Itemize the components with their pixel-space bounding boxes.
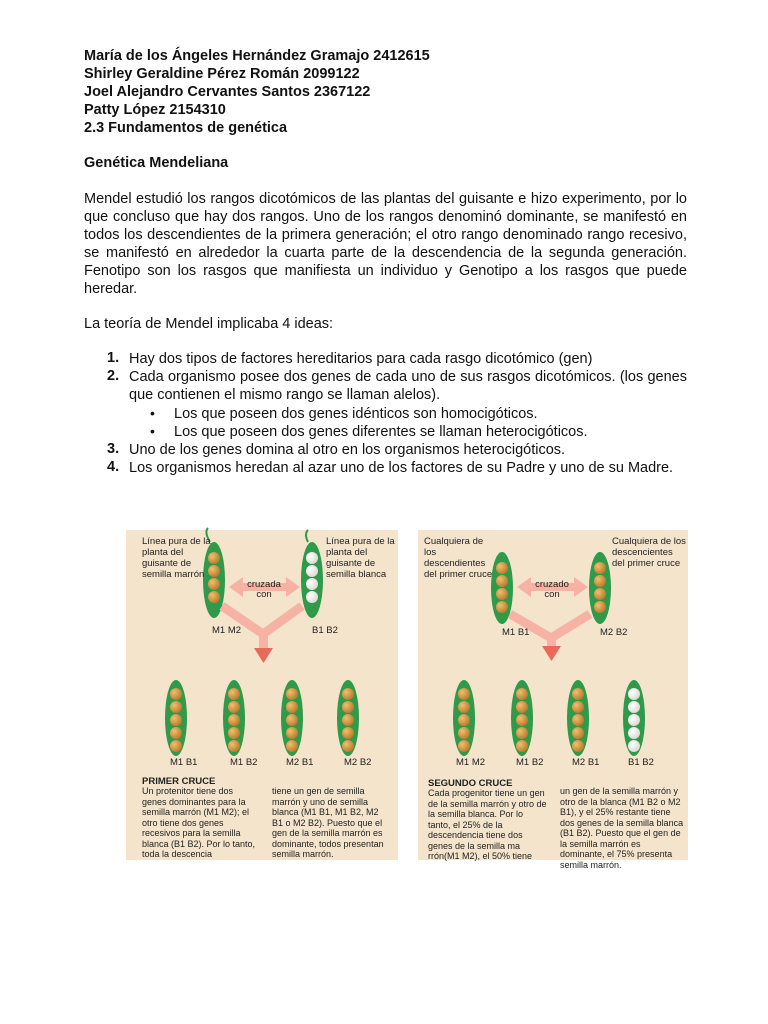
caption-title: PRIMER CRUCE — [142, 776, 216, 787]
label-white-parent: Línea pura de la planta del guisante de semilla blanca — [326, 536, 395, 580]
bullet: • — [150, 423, 155, 439]
cross-label: cruzada con — [247, 579, 281, 600]
label-left-parent: Cualquiera de los descendientes del primer cruce — [424, 536, 493, 580]
list-number: 3. — [107, 441, 120, 457]
genotype-label: M2 B2 — [344, 757, 372, 768]
genotype-label: M2 B1 — [286, 757, 314, 768]
figure-primer-cruce — [126, 530, 398, 860]
caption-title: SEGUNDO CRUCE — [428, 778, 513, 789]
author-line: María de los Ángeles Hernández Gramajo 2412615 — [84, 48, 430, 64]
list-number: 1. — [107, 350, 120, 366]
pod-offspring — [337, 680, 359, 756]
pod-parent-white — [301, 530, 323, 618]
label-right-parent: Cualquiera de los descencientes del primer cruce — [612, 536, 686, 569]
paragraph-intro: Mendel estudió los rangos dicotómicos de las plantas del guisante e hizo experimento, por lo que concluso que hay dos rangos. Uno de los rangos denominó dominante, se manifestó en todos los descendientes de la primera generación; el otro rango denominado rango recesivo, se manifestó en alrededor la cuarta parte de la descendencia de la segunda generación. Fenotipo son los rasgos que manifiesta un individuo y Genotipo a los rasgos que puede heredar. — [84, 191, 687, 297]
genotype-label: M2 B1 — [572, 757, 600, 768]
caption-col1: Cada progenitor tiene un gen de la semilla marrón y otro de la semilla blanca. Por lo tanto, el 25% de la descendencia tiene dos genes de la semilla ma rrón(M1 M2), el 50% tiene — [428, 788, 547, 861]
sublist-item: Los que poseen dos genes idénticos son homocigóticos. — [174, 406, 538, 422]
pod-offspring — [567, 680, 589, 756]
genotype-label: M1 B1 — [170, 757, 198, 768]
sublist-item: Los que poseen dos genes diferentes se llaman heterocigóticos. — [174, 424, 588, 440]
list-item: Hay dos tipos de factores hereditarios para cada rasgo dicotómico (gen) — [129, 351, 593, 367]
author-line: Joel Alejandro Cervantes Santos 2367122 — [84, 84, 371, 100]
genotype-label: M1 B2 — [516, 757, 544, 768]
genotype-label: M1 M2 — [456, 757, 486, 768]
subtitle: Genética Mendeliana — [84, 155, 229, 171]
pod-parent-hetero — [589, 552, 611, 624]
label-brown-parent: Línea pura de la planta del guisante de semilla marrón — [142, 536, 211, 580]
list-item: Los organismos heredan al azar uno de los factores de su Padre y uno de su Madre. — [129, 460, 674, 476]
genotype-label: M1 M2 — [212, 625, 242, 636]
bullet: • — [150, 405, 155, 421]
list-number: 4. — [107, 459, 120, 475]
pod-offspring-white — [623, 680, 645, 756]
pod-offspring — [511, 680, 533, 756]
pod-offspring — [281, 680, 303, 756]
genotype-label: M2 B2 — [600, 627, 628, 638]
genotype-label: B1 B2 — [628, 757, 654, 768]
cross-label: cruzado con — [535, 579, 569, 600]
pod-parent-hetero — [491, 552, 513, 624]
pod-offspring — [223, 680, 245, 756]
figure-segundo-cruce — [418, 530, 688, 870]
list-item: Uno de los genes domina al otro en los organismos heterocigóticos. — [129, 442, 566, 458]
author-line: Patty López 2154310 — [84, 102, 226, 118]
caption-col2: un gen de la semilla marrón y otro de la blanca (M1 B2 o M2 B1), y el 25% restante tiene dos genes de la semilla blanca (B1 B2). Puesto que el gen de la semilla marrón es dominante, el 75% presenta semilla marrón. — [560, 786, 684, 870]
section-title: 2.3 Fundamentos de genética — [84, 120, 288, 136]
genotype-label: M1 B1 — [502, 627, 530, 638]
list-number: 2. — [107, 368, 120, 384]
pod-offspring — [165, 680, 187, 756]
paragraph-ideas: La teoría de Mendel implicaba 4 ideas: — [84, 316, 334, 332]
caption-col1: Un protenitor tiene dos genes dominantes para la semilla marrón (M1 M2); el otro tiene dos genes recesivos para la semilla blanca (B1 B2). Por lo tanto, toda la descencia — [142, 786, 256, 859]
author-line: Shirley Geraldine Pérez Román 2099122 — [84, 66, 360, 82]
caption-col2: tiene un gen de semilla marrón y uno de semilla blanca (M1 B1, M1 B2, M2 B1 o M2 B2). Puesto que el gen de la semilla marrón es dominante, todos presentan semilla marrón. — [272, 786, 384, 859]
genotype-label: M1 B2 — [230, 757, 258, 768]
list-item: Cada organismo posee dos genes de cada uno de sus rasgos dicotómicos. (los genes que contienen el mismo rango se llaman alelos). — [129, 369, 687, 403]
genotype-label: B1 B2 — [312, 625, 338, 636]
pod-offspring — [453, 680, 475, 756]
